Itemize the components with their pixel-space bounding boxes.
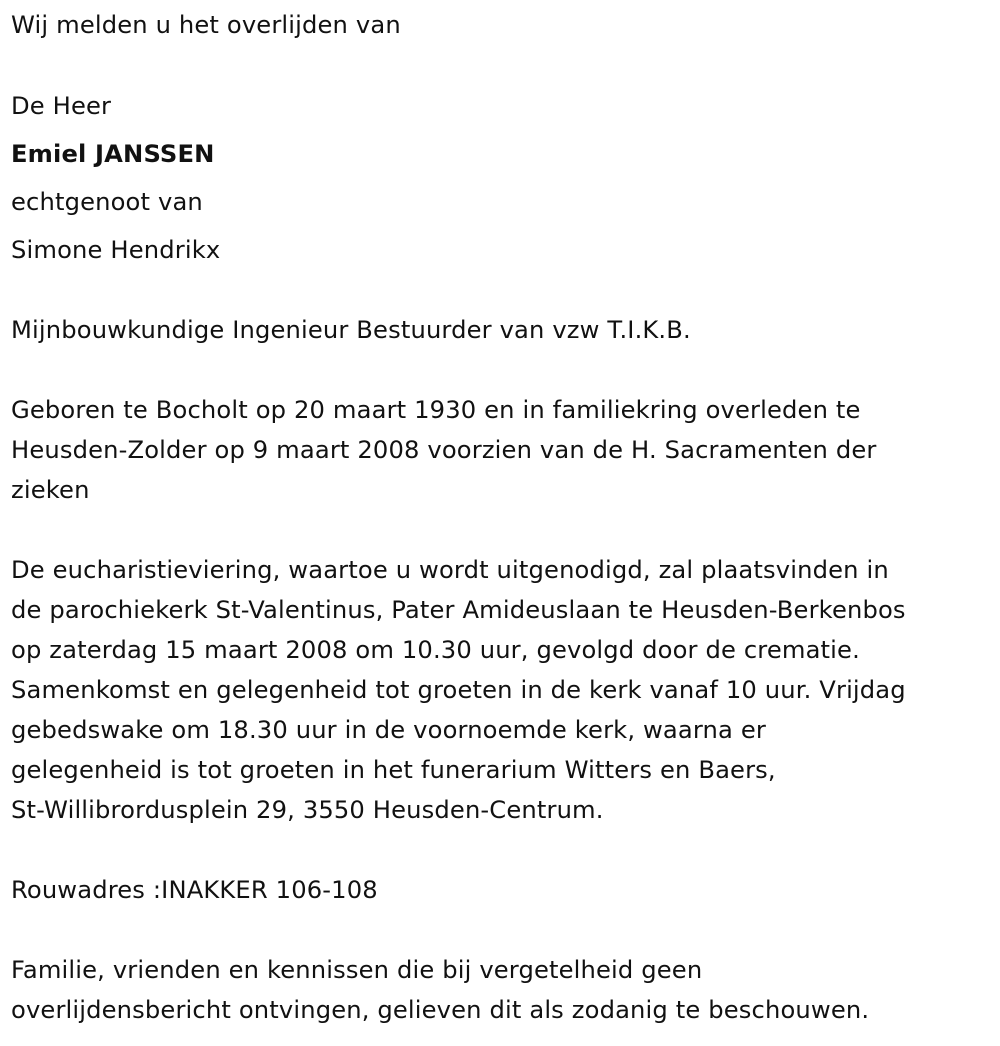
spouse-label: echtgenoot van bbox=[11, 188, 203, 216]
ceremony-line: op zaterdag 15 maart 2008 om 10.30 uur, gevolgd door de crematie. bbox=[11, 636, 860, 664]
ceremony-line: De eucharistieviering, waartoe u wordt uitgenodigd, zal plaatsvinden in bbox=[11, 556, 889, 584]
ceremony-line: de parochiekerk St-Valentinus, Pater Amideuslaan te Heusden-Berkenbos bbox=[11, 596, 906, 624]
birth-death-line: Heusden-Zolder op 9 maart 2008 voorzien van de H. Sacramenten der bbox=[11, 436, 877, 464]
spouse-name: Simone Hendrikx bbox=[11, 236, 221, 264]
closing-line: Familie, vrienden en kennissen die bij vergetelheid geen bbox=[11, 956, 703, 984]
title-prefix: De Heer bbox=[11, 92, 112, 120]
deceased-name: Emiel JANSSEN bbox=[11, 140, 215, 168]
ceremony-line: gelegenheid is tot groeten in het funerarium Witters en Baers, bbox=[11, 756, 776, 784]
birth-death-line: Geboren te Bocholt op 20 maart 1930 en in familiekring overleden te bbox=[11, 396, 861, 424]
ceremony-line: Samenkomst en gelegenheid tot groeten in de kerk vanaf 10 uur. Vrijdag bbox=[11, 676, 906, 704]
birth-death-line: zieken bbox=[11, 476, 90, 504]
ceremony-line: St-Willibrordusplein 29, 3550 Heusden-Centrum. bbox=[11, 796, 604, 824]
closing-line: overlijdensbericht ontvingen, gelieven dit als zodanig te beschouwen. bbox=[11, 996, 870, 1024]
ceremony-line: gebedswake om 18.30 uur in de voornoemde kerk, waarna er bbox=[11, 716, 766, 744]
mourning-address: Rouwadres :INAKKER 106-108 bbox=[11, 876, 378, 904]
intro-text: Wij melden u het overlijden van bbox=[11, 11, 401, 39]
profession-text: Mijnbouwkundige Ingenieur Bestuurder van vzw T.I.K.B. bbox=[11, 316, 691, 344]
